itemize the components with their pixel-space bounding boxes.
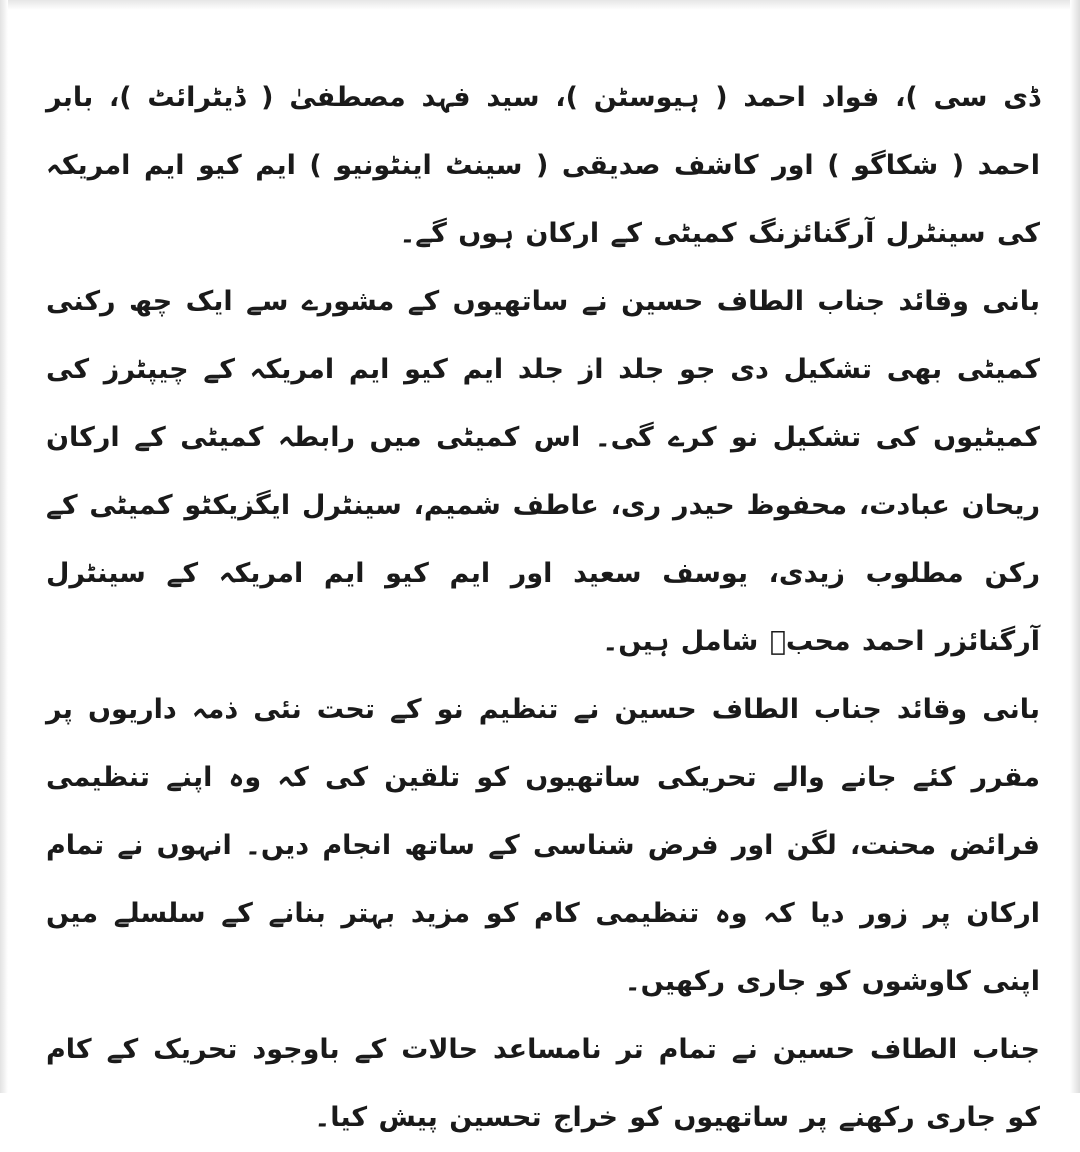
paragraph-instructions: بانی وقائد جناب الطاف حسین نے تنظیم نو کے تحت نئی ذمہ داریوں پر مقرر کئے جانے والے تحریکی ساتھیوں کو تلقین کی کہ وہ اپنے تنظیمی فرائض محنت، لگن اور فرض شناسی کے ساتھ انجام دیں۔ انہوں نے تمام ارکان پر زور دیا کہ وہ تنظیمی کام کو مزید بہتر بنانے کے سلسلے میں اپنی کاوشوں کو جاری رکھیں۔ xyxy=(46,694,1040,997)
paragraph-committee-members: ڈی سی )، فواد احمد ( ہیوسٹن )، سید فہد مصطفیٰ ( ڈیٹرائٹ )، بابر احمد ( شکاگو ) اور کاشف صدیقی ( سینٹ اینٹونیو ) ایم کیو ایم امریکہ کی سینٹرل آرگنائزنگ کمیٹی کے ارکان ہوں گے۔ xyxy=(46,82,1040,249)
page-edge-right xyxy=(1070,0,1080,1093)
page-edge-left xyxy=(0,0,8,1093)
page-edge-top xyxy=(0,0,1080,10)
paragraph-six-member-committee: بانی وقائد جناب الطاف حسین نے ساتھیوں کے مشورے سے ایک چھ رکنی کمیٹی بھی تشکیل دی جو جلد از جلد ایم کیو ایم امریکہ کے چیپٹرز کی کمیٹیوں کی تشکیل نو کرے گی۔ اس کمیٹی میں رابطہ کمیٹی کے ارکان ریحان عبادت، محفوظ حیدر ری، عاطف شمیم، سینٹرل ایگزیکٹو کمیٹی کے رکن مطلوب زیدی، یوسف سعید اور ایم کیو ایم امریکہ کے سینٹرل آرگنائزر احمد محبؔ شامل ہیں۔ xyxy=(46,286,1040,657)
article-body xyxy=(46,64,1040,1152)
paragraph-tribute: جناب الطاف حسین نے تمام تر نامساعد حالات کے باوجود تحریک کے کام کو جاری رکھنے پر ساتھیوں کو خراج تحسین پیش کیا۔ xyxy=(46,1034,1040,1133)
